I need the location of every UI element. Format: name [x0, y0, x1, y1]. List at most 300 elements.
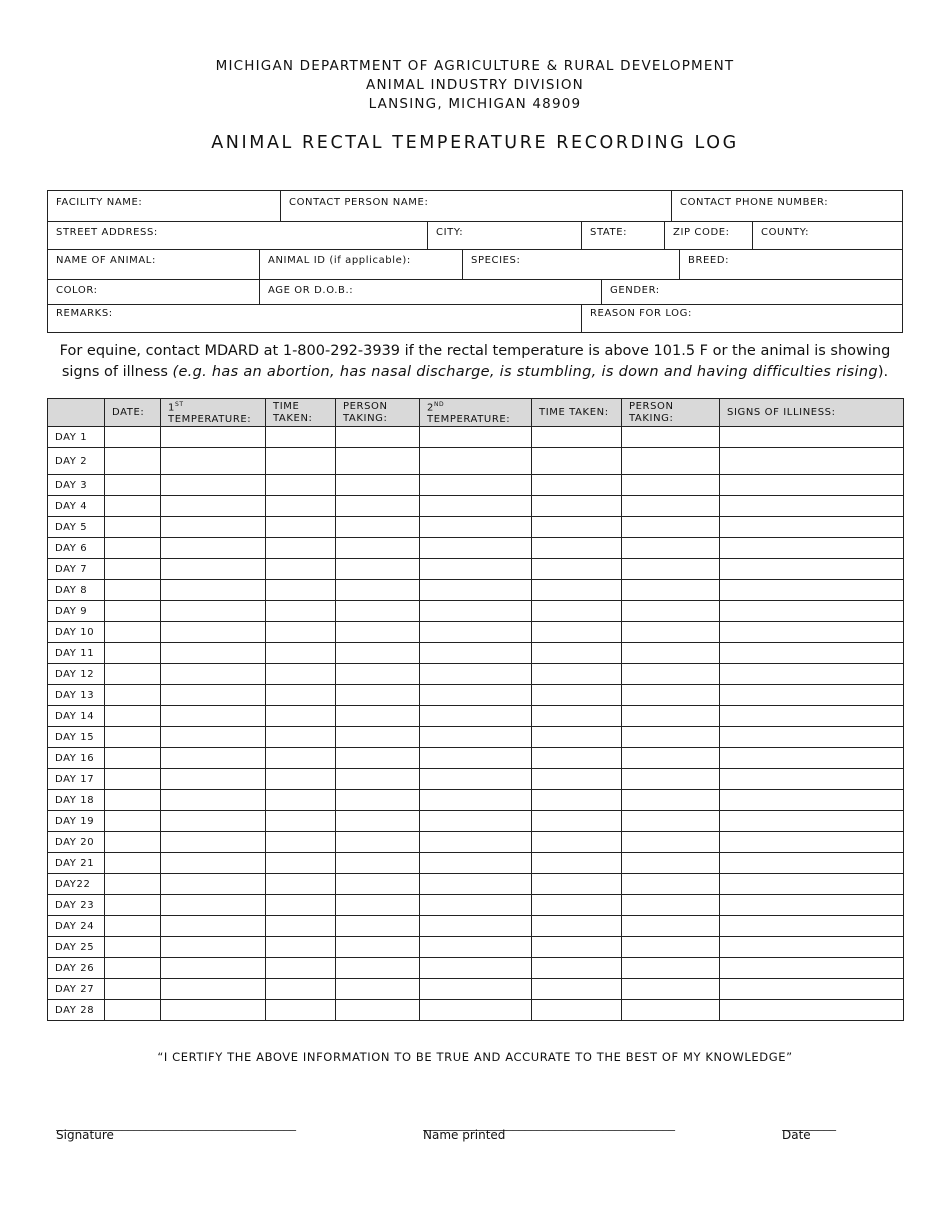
second-time-taken-cell[interactable] — [532, 559, 622, 580]
date-cell[interactable] — [105, 559, 161, 580]
signs-of-illness-cell[interactable] — [720, 958, 904, 979]
signs-of-illness-cell[interactable] — [720, 895, 904, 916]
second-person-taking-column-header: PERSON TAKING: — [622, 399, 720, 427]
first-person-taking-cell[interactable] — [336, 937, 420, 958]
first-person-taking-cell[interactable] — [336, 979, 420, 1000]
first-time-taken-cell[interactable] — [266, 1000, 336, 1021]
signs-of-illness-cell[interactable] — [720, 769, 904, 790]
first-temperature-cell[interactable] — [161, 769, 266, 790]
signs-of-illness-cell[interactable] — [720, 448, 904, 475]
zip-code-field[interactable] — [664, 221, 752, 249]
date-cell[interactable] — [105, 538, 161, 559]
second-temperature-cell[interactable] — [420, 448, 532, 475]
signs-of-illness-cell[interactable] — [720, 979, 904, 1000]
second-time-taken-cell[interactable] — [532, 664, 622, 685]
first-person-taking-column-header: PERSON TAKING: — [336, 399, 420, 427]
date-cell[interactable] — [105, 937, 161, 958]
second-person-taking-cell[interactable] — [622, 853, 720, 874]
first-person-taking-cell[interactable] — [336, 874, 420, 895]
date-cell[interactable] — [105, 448, 161, 475]
signs-of-illness-cell[interactable] — [720, 832, 904, 853]
gender-label: GENDER: — [610, 285, 660, 296]
table-row — [48, 769, 904, 790]
second-temperature-cell[interactable] — [420, 811, 532, 832]
second-time-taken-cell[interactable] — [532, 448, 622, 475]
second-temperature-cell[interactable] — [420, 895, 532, 916]
second-time-taken-cell[interactable] — [532, 769, 622, 790]
signs-of-illness-cell[interactable] — [720, 874, 904, 895]
table-row — [48, 685, 904, 706]
second-temperature-column-header: 2ND TEMPERATURE: — [420, 399, 532, 427]
first-time-taken-cell[interactable] — [266, 517, 336, 538]
first-temperature-cell[interactable] — [161, 559, 266, 580]
second-temperature-cell[interactable] — [420, 475, 532, 496]
species-field[interactable] — [462, 249, 679, 279]
second-temperature-cell[interactable] — [420, 727, 532, 748]
date-cell[interactable] — [105, 769, 161, 790]
signs-of-illness-cell[interactable] — [720, 916, 904, 937]
first-temperature-cell[interactable] — [161, 580, 266, 601]
date-cell[interactable] — [105, 685, 161, 706]
second-person-taking-cell[interactable] — [622, 475, 720, 496]
second-time-taken-cell[interactable] — [532, 475, 622, 496]
date-cell[interactable] — [105, 427, 161, 448]
date-cell[interactable] — [105, 1000, 161, 1021]
second-time-taken-cell[interactable] — [532, 979, 622, 1000]
second-person-taking-cell[interactable] — [622, 622, 720, 643]
first-time-taken-cell[interactable] — [266, 937, 336, 958]
first-person-taking-cell[interactable] — [336, 832, 420, 853]
second-temperature-cell[interactable] — [420, 601, 532, 622]
second-person-taking-cell[interactable] — [622, 832, 720, 853]
table-row — [48, 448, 904, 475]
first-person-taking-cell[interactable] — [336, 427, 420, 448]
signs-of-illness-cell[interactable] — [720, 538, 904, 559]
second-person-taking-cell[interactable] — [622, 448, 720, 475]
notice-text: For equine, contact MDARD at 1-800-292-3939 if the rectal temperature is above 101.5 F or the animal is showing signs of illness — [59, 343, 891, 380]
first-person-taking-cell[interactable] — [336, 727, 420, 748]
first-temperature-cell[interactable] — [161, 427, 266, 448]
signs-of-illness-cell[interactable] — [720, 664, 904, 685]
second-person-taking-cell[interactable] — [622, 427, 720, 448]
second-temperature-cell[interactable] — [420, 664, 532, 685]
second-temperature-cell[interactable] — [420, 685, 532, 706]
agency-address: LANSING, MICHIGAN 48909 — [368, 96, 582, 112]
reason-for-log-label: REASON FOR LOG: — [590, 308, 692, 319]
info-row-facility — [48, 191, 902, 222]
date-cell[interactable] — [105, 895, 161, 916]
second-temperature-cell[interactable] — [420, 769, 532, 790]
second-person-taking-cell[interactable] — [622, 769, 720, 790]
date-cell[interactable] — [105, 727, 161, 748]
date-cell[interactable] — [105, 853, 161, 874]
signs-of-illness-cell[interactable] — [720, 727, 904, 748]
first-temperature-cell[interactable] — [161, 958, 266, 979]
second-person-taking-cell[interactable] — [622, 937, 720, 958]
first-time-taken-cell[interactable] — [266, 832, 336, 853]
equine-notice — [40, 341, 910, 383]
date-line[interactable]: _________ — [782, 1117, 836, 1131]
first-person-taking-cell[interactable] — [336, 601, 420, 622]
first-time-taken-cell[interactable] — [266, 748, 336, 769]
second-time-taken-cell[interactable] — [532, 811, 622, 832]
date-cell[interactable] — [105, 874, 161, 895]
signs-of-illness-cell[interactable] — [720, 853, 904, 874]
first-temperature-cell[interactable] — [161, 517, 266, 538]
signs-of-illness-cell[interactable] — [720, 643, 904, 664]
date-cell[interactable] — [105, 643, 161, 664]
table-row — [48, 475, 904, 496]
second-person-taking-cell[interactable] — [622, 580, 720, 601]
contact-phone-label: CONTACT PHONE NUMBER: — [680, 197, 829, 208]
gender-field[interactable] — [601, 279, 904, 304]
name-printed-line[interactable]: __________________________________________ — [423, 1117, 675, 1131]
table-row — [48, 790, 904, 811]
first-time-taken-column-header: TIME TAKEN: — [266, 399, 336, 427]
date-label: Date — [782, 1128, 811, 1142]
first-time-taken-cell[interactable] — [266, 853, 336, 874]
second-temperature-cell[interactable] — [420, 853, 532, 874]
signs-of-illness-cell[interactable] — [720, 685, 904, 706]
second-temperature-cell[interactable] — [420, 937, 532, 958]
first-person-taking-cell[interactable] — [336, 517, 420, 538]
first-temperature-cell[interactable] — [161, 1000, 266, 1021]
first-temperature-cell[interactable] — [161, 643, 266, 664]
second-time-taken-cell[interactable] — [532, 895, 622, 916]
first-temperature-cell[interactable] — [161, 853, 266, 874]
first-time-taken-cell[interactable] — [266, 622, 336, 643]
county-field[interactable] — [752, 221, 904, 249]
second-person-taking-cell[interactable] — [622, 601, 720, 622]
first-person-taking-cell[interactable] — [336, 748, 420, 769]
first-time-taken-cell[interactable] — [266, 811, 336, 832]
first-time-taken-cell[interactable] — [266, 475, 336, 496]
day-label: DAY 15 — [48, 727, 105, 748]
first-person-taking-cell[interactable] — [336, 811, 420, 832]
first-time-taken-cell[interactable] — [266, 427, 336, 448]
date-cell[interactable] — [105, 958, 161, 979]
second-temperature-cell[interactable] — [420, 580, 532, 601]
signs-of-illness-cell[interactable] — [720, 811, 904, 832]
signs-of-illness-cell[interactable] — [720, 496, 904, 517]
date-cell[interactable] — [105, 706, 161, 727]
first-person-taking-cell[interactable] — [336, 664, 420, 685]
first-time-taken-cell[interactable] — [266, 979, 336, 1000]
date-cell[interactable] — [105, 664, 161, 685]
first-time-taken-cell[interactable] — [266, 958, 336, 979]
remarks-field[interactable] — [48, 304, 581, 332]
name-printed-block[interactable] — [423, 1117, 723, 1142]
second-person-taking-cell[interactable] — [622, 496, 720, 517]
second-temperature-cell[interactable] — [420, 874, 532, 895]
second-time-taken-cell[interactable] — [532, 427, 622, 448]
day-label: DAY 27 — [48, 979, 105, 1000]
first-person-taking-cell[interactable] — [336, 706, 420, 727]
day-label: DAY 10 — [48, 622, 105, 643]
date-cell[interactable] — [105, 601, 161, 622]
second-time-taken-cell[interactable] — [532, 748, 622, 769]
second-time-taken-cell[interactable] — [532, 622, 622, 643]
date-cell[interactable] — [105, 496, 161, 517]
contact-phone-field[interactable] — [671, 191, 904, 221]
second-person-taking-cell[interactable] — [622, 874, 720, 895]
date-cell[interactable] — [105, 832, 161, 853]
first-person-taking-cell[interactable] — [336, 853, 420, 874]
table-row — [48, 580, 904, 601]
day-label: DAY 26 — [48, 958, 105, 979]
first-person-taking-cell[interactable] — [336, 790, 420, 811]
first-person-taking-cell[interactable] — [336, 769, 420, 790]
first-time-taken-cell[interactable] — [266, 790, 336, 811]
second-person-taking-cell[interactable] — [622, 664, 720, 685]
facility-name-label: FACILITY NAME: — [56, 197, 143, 208]
first-temperature-cell[interactable] — [161, 832, 266, 853]
second-temperature-cell[interactable] — [420, 979, 532, 1000]
first-temperature-cell[interactable] — [161, 937, 266, 958]
color-field[interactable] — [48, 279, 259, 304]
date-cell[interactable] — [105, 979, 161, 1000]
second-time-taken-cell[interactable] — [532, 580, 622, 601]
first-temperature-cell[interactable] — [161, 685, 266, 706]
second-temperature-cell[interactable] — [420, 832, 532, 853]
street-address-field[interactable] — [48, 221, 427, 249]
second-temperature-cell[interactable] — [420, 916, 532, 937]
first-time-taken-cell[interactable] — [266, 685, 336, 706]
signature-label: Signature — [56, 1128, 114, 1142]
day-label: DAY 18 — [48, 790, 105, 811]
first-time-taken-cell[interactable] — [266, 895, 336, 916]
day-label: DAY 7 — [48, 559, 105, 580]
remarks-label: REMARKS: — [56, 308, 113, 319]
second-person-taking-cell[interactable] — [622, 559, 720, 580]
second-person-taking-cell[interactable] — [622, 1000, 720, 1021]
second-time-taken-cell[interactable] — [532, 874, 622, 895]
city-label: CITY: — [436, 227, 464, 238]
second-time-taken-cell[interactable] — [532, 958, 622, 979]
second-time-taken-cell[interactable] — [532, 790, 622, 811]
first-time-taken-cell[interactable] — [266, 706, 336, 727]
table-row — [48, 559, 904, 580]
second-time-taken-cell[interactable] — [532, 496, 622, 517]
reason-for-log-field[interactable] — [581, 304, 904, 332]
signs-of-illness-cell[interactable] — [720, 706, 904, 727]
day-label: DAY 28 — [48, 1000, 105, 1021]
first-temperature-cell[interactable] — [161, 916, 266, 937]
second-time-taken-cell[interactable] — [532, 685, 622, 706]
day-label: DAY 24 — [48, 916, 105, 937]
table-row — [48, 727, 904, 748]
first-time-taken-cell[interactable] — [266, 496, 336, 517]
color-label: COLOR: — [56, 285, 98, 296]
first-person-taking-cell[interactable] — [336, 643, 420, 664]
date-cell[interactable] — [105, 916, 161, 937]
first-time-taken-cell[interactable] — [266, 601, 336, 622]
second-temperature-cell[interactable] — [420, 748, 532, 769]
second-temperature-cell[interactable] — [420, 643, 532, 664]
first-temperature-cell[interactable] — [161, 448, 266, 475]
signature-line[interactable]: ________________________________________ — [56, 1117, 296, 1131]
second-temperature-cell[interactable] — [420, 427, 532, 448]
first-temperature-cell[interactable] — [161, 706, 266, 727]
animal-id-field[interactable] — [259, 249, 462, 279]
date-cell[interactable] — [105, 748, 161, 769]
day-label: DAY 25 — [48, 937, 105, 958]
second-time-taken-cell[interactable] — [532, 706, 622, 727]
first-person-taking-cell[interactable] — [336, 685, 420, 706]
signs-of-illness-cell[interactable] — [720, 580, 904, 601]
first-temperature-cell[interactable] — [161, 496, 266, 517]
first-temperature-cell[interactable] — [161, 664, 266, 685]
signs-of-illness-cell[interactable] — [720, 475, 904, 496]
second-temperature-cell[interactable] — [420, 1000, 532, 1021]
first-time-taken-cell[interactable] — [266, 727, 336, 748]
state-field[interactable] — [581, 221, 664, 249]
second-time-taken-cell[interactable] — [532, 601, 622, 622]
second-temperature-cell[interactable] — [420, 706, 532, 727]
first-person-taking-cell[interactable] — [336, 559, 420, 580]
signs-of-illness-cell[interactable] — [720, 937, 904, 958]
first-person-taking-cell[interactable] — [336, 475, 420, 496]
first-person-taking-cell[interactable] — [336, 958, 420, 979]
signs-of-illness-cell[interactable] — [720, 517, 904, 538]
first-temperature-cell[interactable] — [161, 895, 266, 916]
second-temperature-cell[interactable] — [420, 622, 532, 643]
date-cell[interactable] — [105, 475, 161, 496]
first-person-taking-cell[interactable] — [336, 895, 420, 916]
first-time-taken-cell[interactable] — [266, 916, 336, 937]
second-time-taken-cell[interactable] — [532, 1000, 622, 1021]
certification-statement: “I CERTIFY THE ABOVE INFORMATION TO BE TRUE AND ACCURATE TO THE BEST OF MY KNOWLEDGE” — [157, 1050, 793, 1064]
age-dob-field[interactable] — [259, 279, 601, 304]
date-cell[interactable] — [105, 517, 161, 538]
second-person-taking-cell[interactable] — [622, 895, 720, 916]
second-temperature-cell[interactable] — [420, 517, 532, 538]
animal-info-form — [47, 190, 903, 333]
signature-block[interactable] — [56, 1117, 346, 1142]
second-person-taking-cell[interactable] — [622, 538, 720, 559]
contact-person-field[interactable] — [280, 191, 671, 221]
second-person-taking-cell[interactable] — [622, 790, 720, 811]
day-label: DAY 4 — [48, 496, 105, 517]
second-person-taking-cell[interactable] — [622, 916, 720, 937]
day-label: DAY 11 — [48, 643, 105, 664]
second-person-taking-cell[interactable] — [622, 958, 720, 979]
second-temperature-cell[interactable] — [420, 958, 532, 979]
date-cell[interactable] — [105, 811, 161, 832]
breed-field[interactable] — [679, 249, 904, 279]
second-time-taken-cell[interactable] — [532, 853, 622, 874]
day-label: DAY 19 — [48, 811, 105, 832]
second-person-taking-cell[interactable] — [622, 685, 720, 706]
first-temperature-cell[interactable] — [161, 475, 266, 496]
first-person-taking-cell[interactable] — [336, 622, 420, 643]
first-time-taken-cell[interactable] — [266, 874, 336, 895]
second-person-taking-cell[interactable] — [622, 727, 720, 748]
first-temperature-cell[interactable] — [161, 979, 266, 1000]
first-time-taken-cell[interactable] — [266, 664, 336, 685]
first-temperature-cell[interactable] — [161, 790, 266, 811]
second-time-taken-cell[interactable] — [532, 916, 622, 937]
first-time-taken-cell[interactable] — [266, 448, 336, 475]
signs-of-illness-cell[interactable] — [720, 427, 904, 448]
second-time-taken-cell[interactable] — [532, 538, 622, 559]
second-time-taken-cell[interactable] — [532, 727, 622, 748]
date-cell[interactable] — [105, 790, 161, 811]
first-time-taken-cell[interactable] — [266, 769, 336, 790]
first-temperature-cell[interactable] — [161, 538, 266, 559]
day-label: DAY 2 — [48, 448, 105, 475]
city-field[interactable] — [427, 221, 581, 249]
first-time-taken-cell[interactable] — [266, 538, 336, 559]
second-person-taking-cell[interactable] — [622, 643, 720, 664]
first-time-taken-cell[interactable] — [266, 643, 336, 664]
day-label: DAY 20 — [48, 832, 105, 853]
second-person-taking-cell[interactable] — [622, 706, 720, 727]
zip-code-label: ZIP CODE: — [673, 227, 730, 238]
facility-name-field[interactable] — [48, 191, 280, 221]
day-column-header — [48, 399, 105, 427]
second-temperature-cell[interactable] — [420, 538, 532, 559]
second-temperature-cell[interactable] — [420, 496, 532, 517]
table-row — [48, 811, 904, 832]
day-label: DAY22 — [48, 874, 105, 895]
first-person-taking-cell[interactable] — [336, 916, 420, 937]
first-temperature-cell[interactable] — [161, 727, 266, 748]
signs-of-illness-cell[interactable] — [720, 601, 904, 622]
second-temperature-cell[interactable] — [420, 559, 532, 580]
first-person-taking-cell[interactable] — [336, 496, 420, 517]
signs-of-illness-cell[interactable] — [720, 559, 904, 580]
first-person-taking-cell[interactable] — [336, 538, 420, 559]
first-time-taken-cell[interactable] — [266, 559, 336, 580]
second-person-taking-cell[interactable] — [622, 748, 720, 769]
first-person-taking-cell[interactable] — [336, 1000, 420, 1021]
signs-of-illness-cell[interactable] — [720, 748, 904, 769]
date-cell[interactable] — [105, 622, 161, 643]
day-label: DAY 6 — [48, 538, 105, 559]
signs-of-illness-cell[interactable] — [720, 1000, 904, 1021]
second-temperature-cell[interactable] — [420, 790, 532, 811]
division-name: ANIMAL INDUSTRY DIVISION — [366, 77, 584, 93]
first-person-taking-cell[interactable] — [336, 580, 420, 601]
table-row — [48, 496, 904, 517]
second-person-taking-cell[interactable] — [622, 517, 720, 538]
second-time-taken-cell[interactable] — [532, 937, 622, 958]
name-printed-label: Name printed — [423, 1128, 506, 1142]
first-temperature-cell[interactable] — [161, 811, 266, 832]
signs-of-illness-cell[interactable] — [720, 790, 904, 811]
first-person-taking-cell[interactable] — [336, 448, 420, 475]
animal-name-field[interactable] — [48, 249, 259, 279]
first-temperature-cell[interactable] — [161, 601, 266, 622]
day-label: DAY 12 — [48, 664, 105, 685]
first-temperature-cell[interactable] — [161, 748, 266, 769]
second-person-taking-cell[interactable] — [622, 979, 720, 1000]
second-time-taken-cell[interactable] — [532, 832, 622, 853]
first-time-taken-cell[interactable] — [266, 580, 336, 601]
second-time-taken-cell[interactable] — [532, 643, 622, 664]
first-temperature-cell[interactable] — [161, 874, 266, 895]
second-person-taking-cell[interactable] — [622, 811, 720, 832]
signs-of-illness-cell[interactable] — [720, 622, 904, 643]
first-temperature-cell[interactable] — [161, 622, 266, 643]
date-cell[interactable] — [105, 580, 161, 601]
contact-person-label: CONTACT PERSON NAME: — [289, 197, 429, 208]
second-time-taken-cell[interactable] — [532, 517, 622, 538]
table-row — [48, 874, 904, 895]
table-row — [48, 538, 904, 559]
date-block[interactable] — [782, 1117, 852, 1142]
